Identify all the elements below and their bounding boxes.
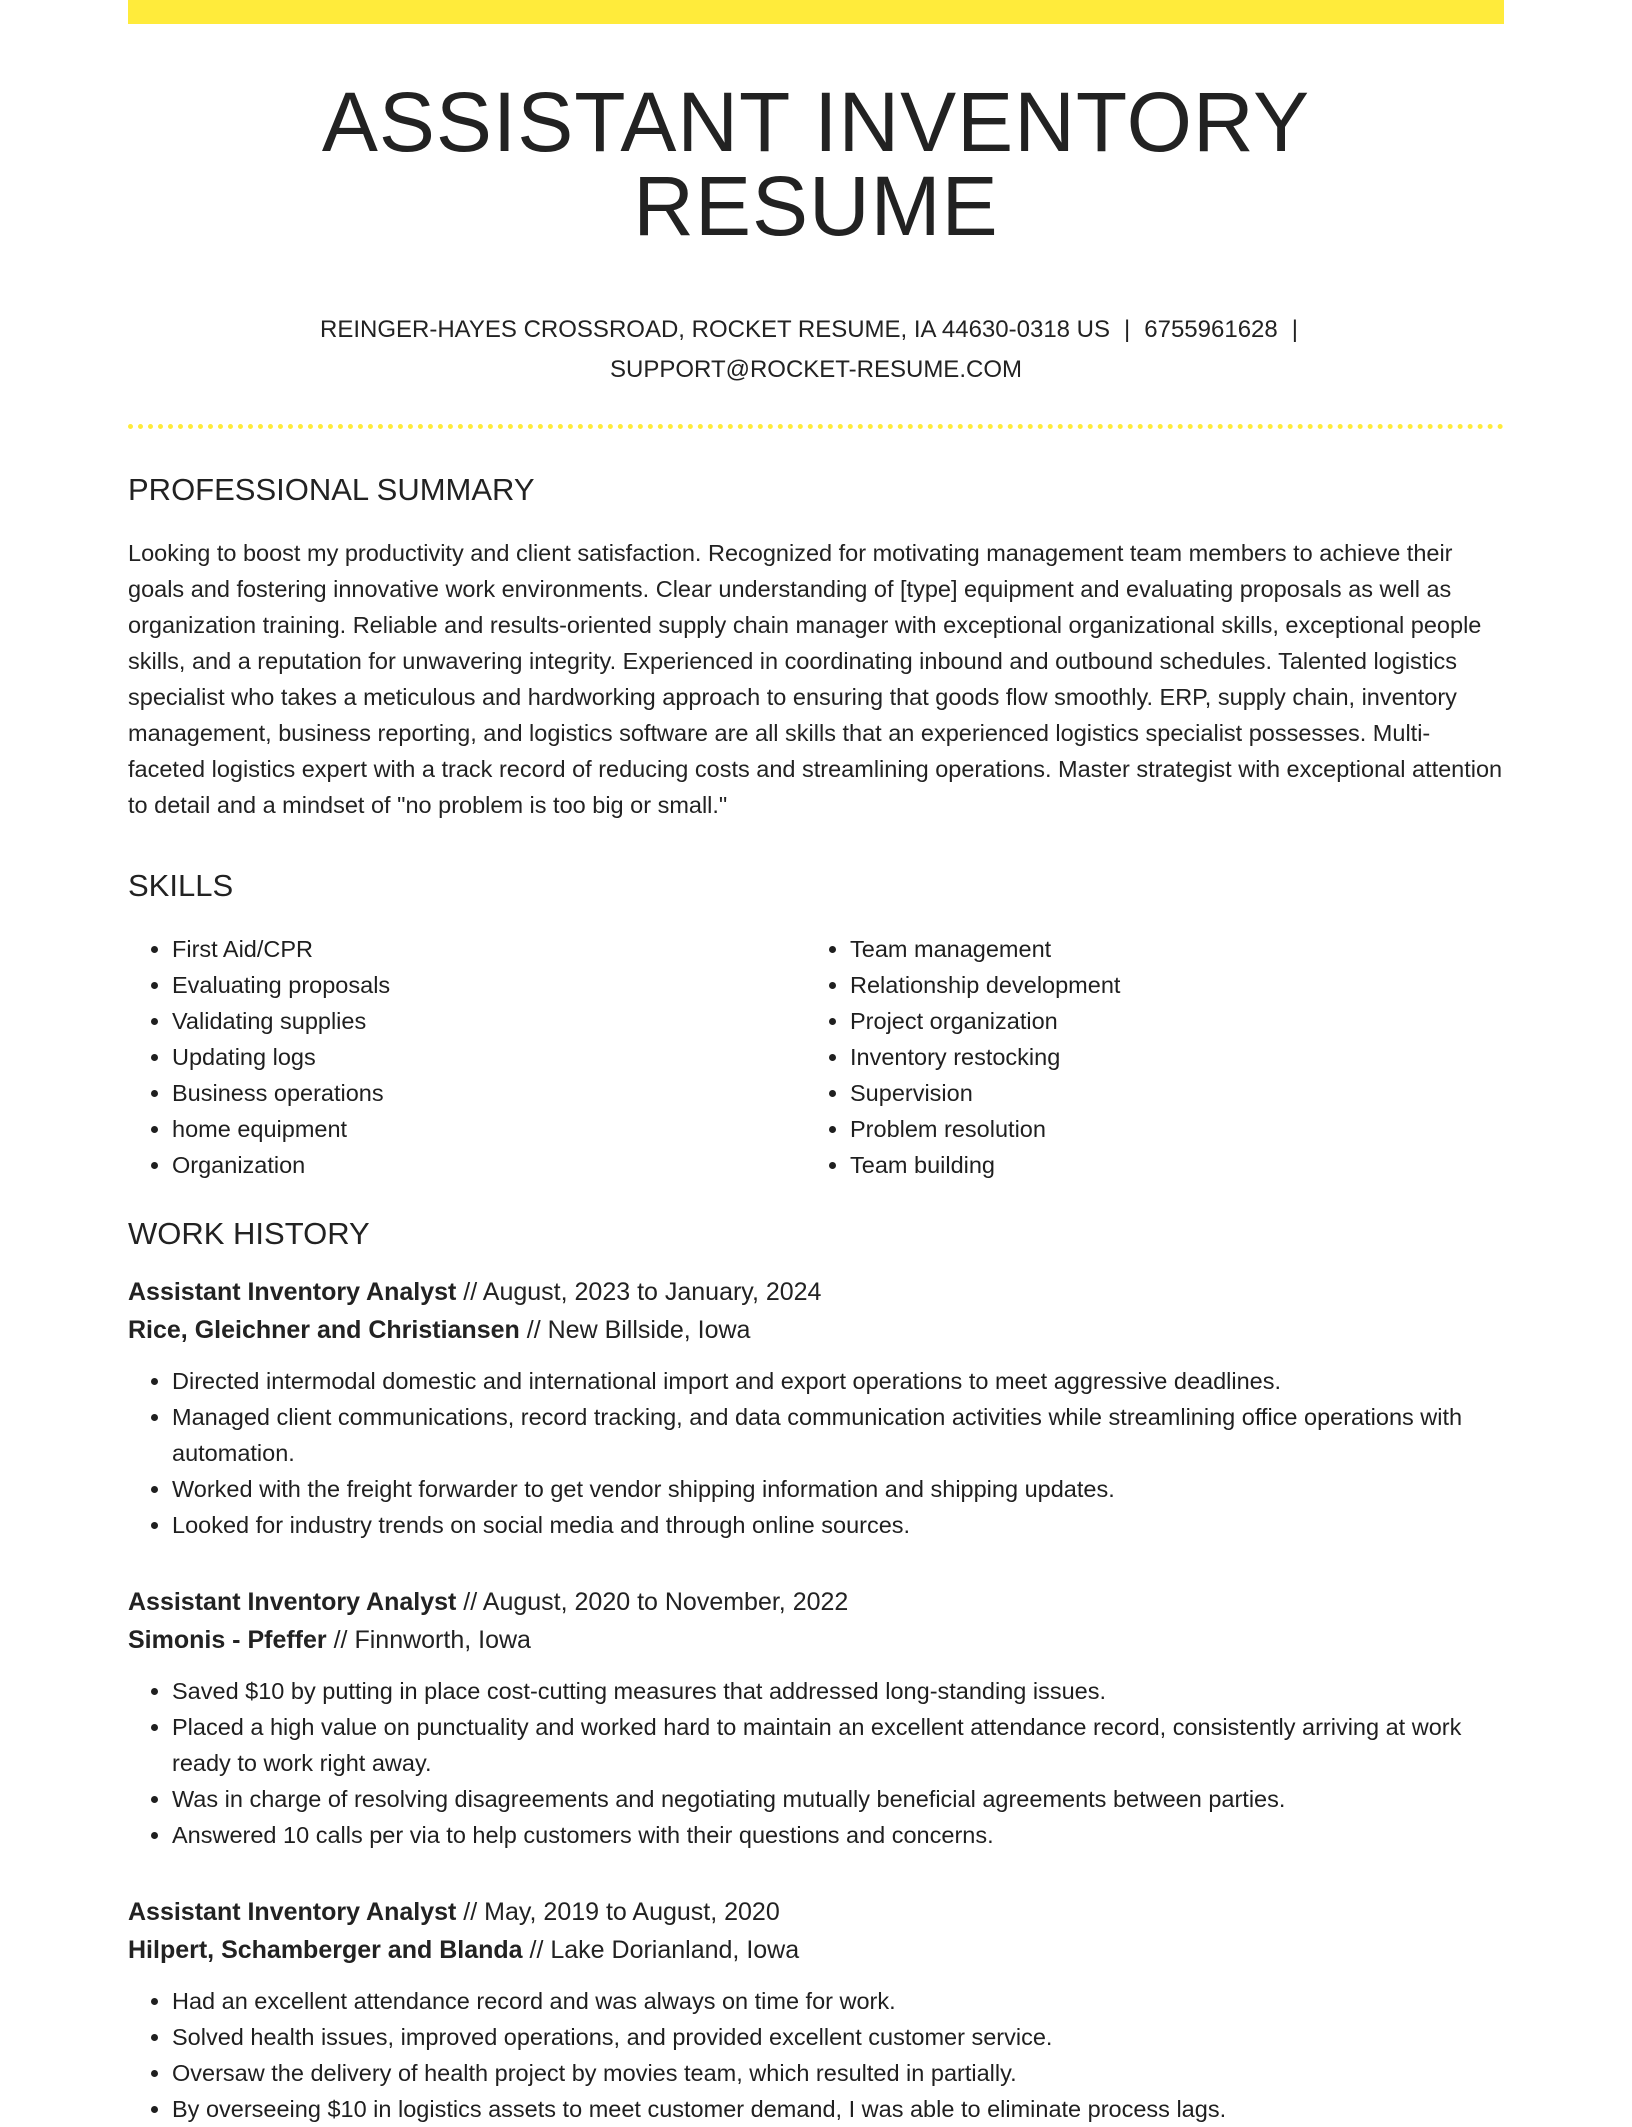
skill-item: • Supervision xyxy=(850,1075,1484,1111)
job-company-line xyxy=(128,1931,1504,1969)
job-separator: // xyxy=(463,1898,478,1927)
skills-column-right xyxy=(806,931,1484,1183)
contact-info xyxy=(128,310,1504,390)
job-bullet: • Answered 10 calls per via to help customers with their questions and concerns. xyxy=(172,1817,1504,1853)
job-company: Hilpert, Schamberger and Blanda xyxy=(128,1936,523,1965)
job-separator: // xyxy=(333,1626,348,1655)
job-entry xyxy=(128,1893,1504,2127)
skill-item: • Business operations xyxy=(172,1075,806,1111)
job-bullet: • Had an excellent attendance record and was always on time for work. xyxy=(172,1983,1504,2019)
job-separator: // xyxy=(463,1278,478,1307)
summary-heading: PROFESSIONAL SUMMARY xyxy=(128,472,535,507)
skill-item: • Inventory restocking xyxy=(850,1039,1484,1075)
job-bullets xyxy=(128,1983,1504,2127)
contact-address: REINGER-HAYES CROSSROAD, ROCKET RESUME, IA 44630-0318 US xyxy=(320,316,1111,343)
job-bullet: • Oversaw the delivery of health project by movies team, which resulted in partially. xyxy=(172,2055,1504,2091)
job-bullet: • Directed intermodal domestic and international import and export operations to meet aggressive deadlines. xyxy=(172,1363,1504,1399)
job-bullet: • Solved health issues, improved operations, and provided excellent customer service. xyxy=(172,2019,1504,2055)
job-company: Rice, Gleichner and Christiansen xyxy=(128,1316,520,1345)
skill-item: • Team management xyxy=(850,931,1484,967)
job-dates: August, 2023 to January, 2024 xyxy=(482,1278,822,1307)
job-location: Finnworth, Iowa xyxy=(354,1626,531,1655)
job-dates: August, 2020 to November, 2022 xyxy=(482,1588,849,1617)
summary-text: Looking to boost my productivity and client satisfaction. Recognized for motivating management team members to achieve their goals and fostering innovative work environments. Clear understanding of [type] equipment and evaluating proposals as well as organization training. Reliable and results-oriented supply chain manager with exceptional organizational skills, exceptional people skills, and a reputation for unwavering integrity. Experienced in coordinating inbound and outbound schedules. Talented logistics specialist who takes a meticulous and hardworking approach to ensuring that goods flow smoothly. ERP, supply chain, inventory management, business reporting, and logistics software are all skills that an experienced logistics specialist possesses. Multi-faceted logistics expert with a track record of reducing costs and streamlining operations. Master strategist with exceptional attention to detail and a mindset of "no problem is too big or small." xyxy=(128,540,1503,819)
skill-item: • Relationship development xyxy=(850,967,1484,1003)
job-role-line xyxy=(128,1583,1504,1621)
job-bullets xyxy=(128,1673,1504,1853)
job-bullets xyxy=(128,1363,1504,1543)
resume-page xyxy=(128,0,1504,2127)
resume-title: ASSISTANT INVENTORY RESUME xyxy=(321,75,1311,253)
job-bullet: • By overseeing $10 in logistics assets to meet customer demand, I was able to eliminate process lags. xyxy=(172,2091,1504,2127)
job-bullet: • Worked with the freight forwarder to get vendor shipping information and shipping updates. xyxy=(172,1471,1504,1507)
skills-list xyxy=(128,931,1504,1183)
top-accent-bar xyxy=(128,0,1504,24)
skill-item: • Team building xyxy=(850,1147,1484,1183)
job-location: New Billside, Iowa xyxy=(547,1316,751,1345)
job-bullet: • Managed client communications, record tracking, and data communication activities while streamlining office operations with automation. xyxy=(172,1399,1504,1471)
job-separator: // xyxy=(529,1936,544,1965)
job-entry xyxy=(128,1273,1504,1543)
job-company: Simonis - Pfeffer xyxy=(128,1626,327,1655)
skill-item: • Validating supplies xyxy=(172,1003,806,1039)
job-bullet: • Looked for industry trends on social media and through online sources. xyxy=(172,1507,1504,1543)
job-company-line xyxy=(128,1311,1504,1349)
contact-separator: | xyxy=(1291,316,1298,343)
job-role: Assistant Inventory Analyst xyxy=(128,1278,457,1307)
skill-item: • home equipment xyxy=(172,1111,806,1147)
skill-item: • Updating logs xyxy=(172,1039,806,1075)
job-dates: May, 2019 to August, 2020 xyxy=(484,1898,780,1927)
job-entry xyxy=(128,1583,1504,1853)
job-location: Lake Dorianland, Iowa xyxy=(550,1936,800,1965)
job-separator: // xyxy=(526,1316,541,1345)
job-bullet: • Saved $10 by putting in place cost-cutting measures that addressed long-standing issues. xyxy=(172,1673,1504,1709)
contact-separator: | xyxy=(1124,316,1131,343)
skill-item: • Project organization xyxy=(850,1003,1484,1039)
header-divider xyxy=(128,424,1504,429)
contact-email: SUPPORT@ROCKET-RESUME.COM xyxy=(610,356,1022,383)
job-separator: // xyxy=(463,1588,478,1617)
skills-column-left xyxy=(128,931,806,1183)
job-company-line xyxy=(128,1621,1504,1659)
job-role-line xyxy=(128,1893,1504,1931)
job-bullet: • Was in charge of resolving disagreements and negotiating mutually beneficial agreements between parties. xyxy=(172,1781,1504,1817)
skill-item: • Problem resolution xyxy=(850,1111,1484,1147)
job-role: Assistant Inventory Analyst xyxy=(128,1898,457,1927)
work-history-heading: WORK HISTORY xyxy=(128,1216,370,1252)
skill-item: • Organization xyxy=(172,1147,806,1183)
job-role: Assistant Inventory Analyst xyxy=(128,1588,457,1617)
job-role-line xyxy=(128,1273,1504,1311)
job-bullet: • Placed a high value on punctuality and worked hard to maintain an excellent attendance record, consistently arriving at work ready to work right away. xyxy=(172,1709,1504,1781)
skill-item: • First Aid/CPR xyxy=(172,931,806,967)
skill-item: • Evaluating proposals xyxy=(172,967,806,1003)
contact-phone: 6755961628 xyxy=(1144,316,1278,343)
skills-heading: SKILLS xyxy=(128,868,234,904)
